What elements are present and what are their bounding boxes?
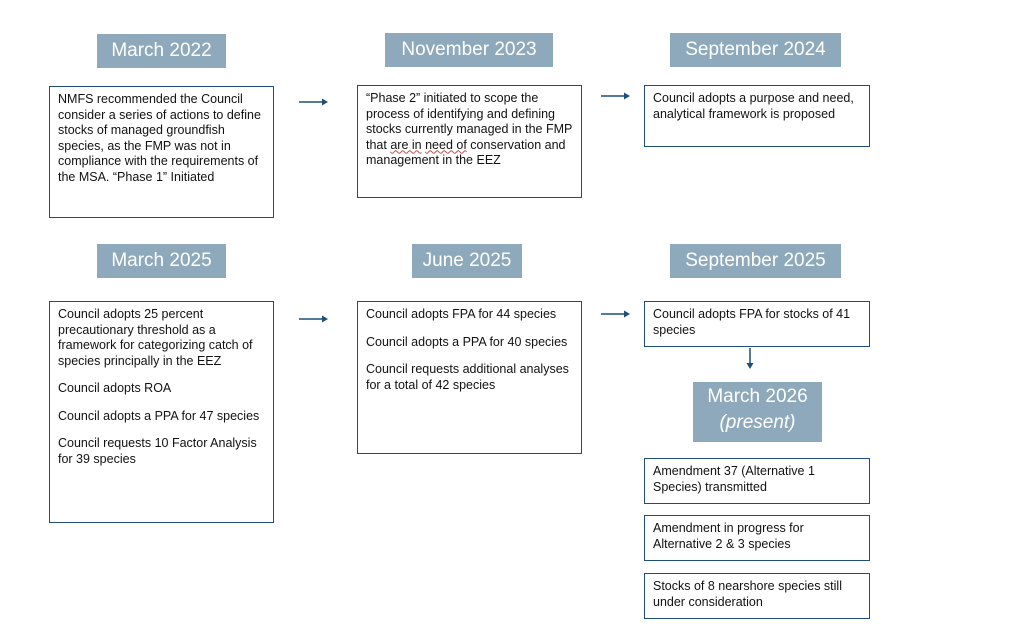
- header-september-2024: September 2024: [670, 33, 841, 67]
- header-march-2022: March 2022: [97, 34, 226, 68]
- box-march-2025: [49, 301, 274, 523]
- header-june-2025: June 2025: [412, 244, 522, 278]
- present-subtitle: (present): [719, 412, 796, 433]
- arrow-right-icon: [600, 90, 632, 102]
- box-september-2025: [644, 301, 870, 347]
- box-text: Council adopts a purpose and need, analytical framework is proposed: [653, 91, 854, 121]
- header-march-2025: March 2025: [97, 244, 226, 278]
- box-march-2022: [49, 86, 274, 218]
- header-september-2025: September 2025: [670, 244, 841, 278]
- box-line: Council adopts a PPA for 47 species: [58, 408, 260, 423]
- header-november-2023: November 2023: [385, 33, 553, 67]
- present-title: March 2026: [707, 386, 808, 407]
- arrow-right-icon: [600, 308, 632, 320]
- box-text: NMFS recommended the Council consider a series of actions to define stocks of managed groundfish species, as the FMP was not in compliance with the requirements of the MSA. “Phase 1” Initiated: [58, 92, 261, 184]
- box-text: Stocks of 8 nearshore species still under consideration: [653, 579, 842, 609]
- box-text: Amendment 37 (Alternative 1 Species) transmitted: [653, 464, 815, 494]
- box-line: Council requests additional analyses for a total of 42 species: [366, 362, 569, 392]
- box-november-2023: [357, 85, 582, 198]
- box-june-2025: [357, 301, 582, 454]
- arrow-right-icon: [298, 96, 330, 108]
- arrow-down-icon: [744, 347, 756, 371]
- box-amendment-in-progress: [644, 515, 870, 561]
- box-nearshore-species: [644, 573, 870, 619]
- box-line: Council adopts a PPA for 40 species: [366, 334, 568, 349]
- box-september-2024: [644, 85, 870, 147]
- header-march-2026: [693, 382, 822, 442]
- box-text: Council adopts FPA for stocks of 41 species: [653, 307, 851, 337]
- box-text: Amendment in progress for Alternative 2 & 3 species: [653, 521, 804, 551]
- arrow-right-icon: [298, 313, 330, 325]
- box-line: Council requests 10 Factor Analysis for 39 species: [58, 436, 257, 466]
- box-amendment-37: [644, 458, 870, 504]
- box-text: “Phase 2” initiated to scope the process of identifying and defining stocks currently managed in the FMP that are in need of conservation and management in the EEZ: [366, 91, 573, 167]
- box-line: Council adopts ROA: [58, 381, 172, 395]
- box-line: Council adopts FPA for 44 species: [366, 307, 557, 321]
- box-line: Council adopts 25 percent precautionary threshold as a framework for categorizing catch of species principally in the EEZ: [58, 307, 253, 368]
